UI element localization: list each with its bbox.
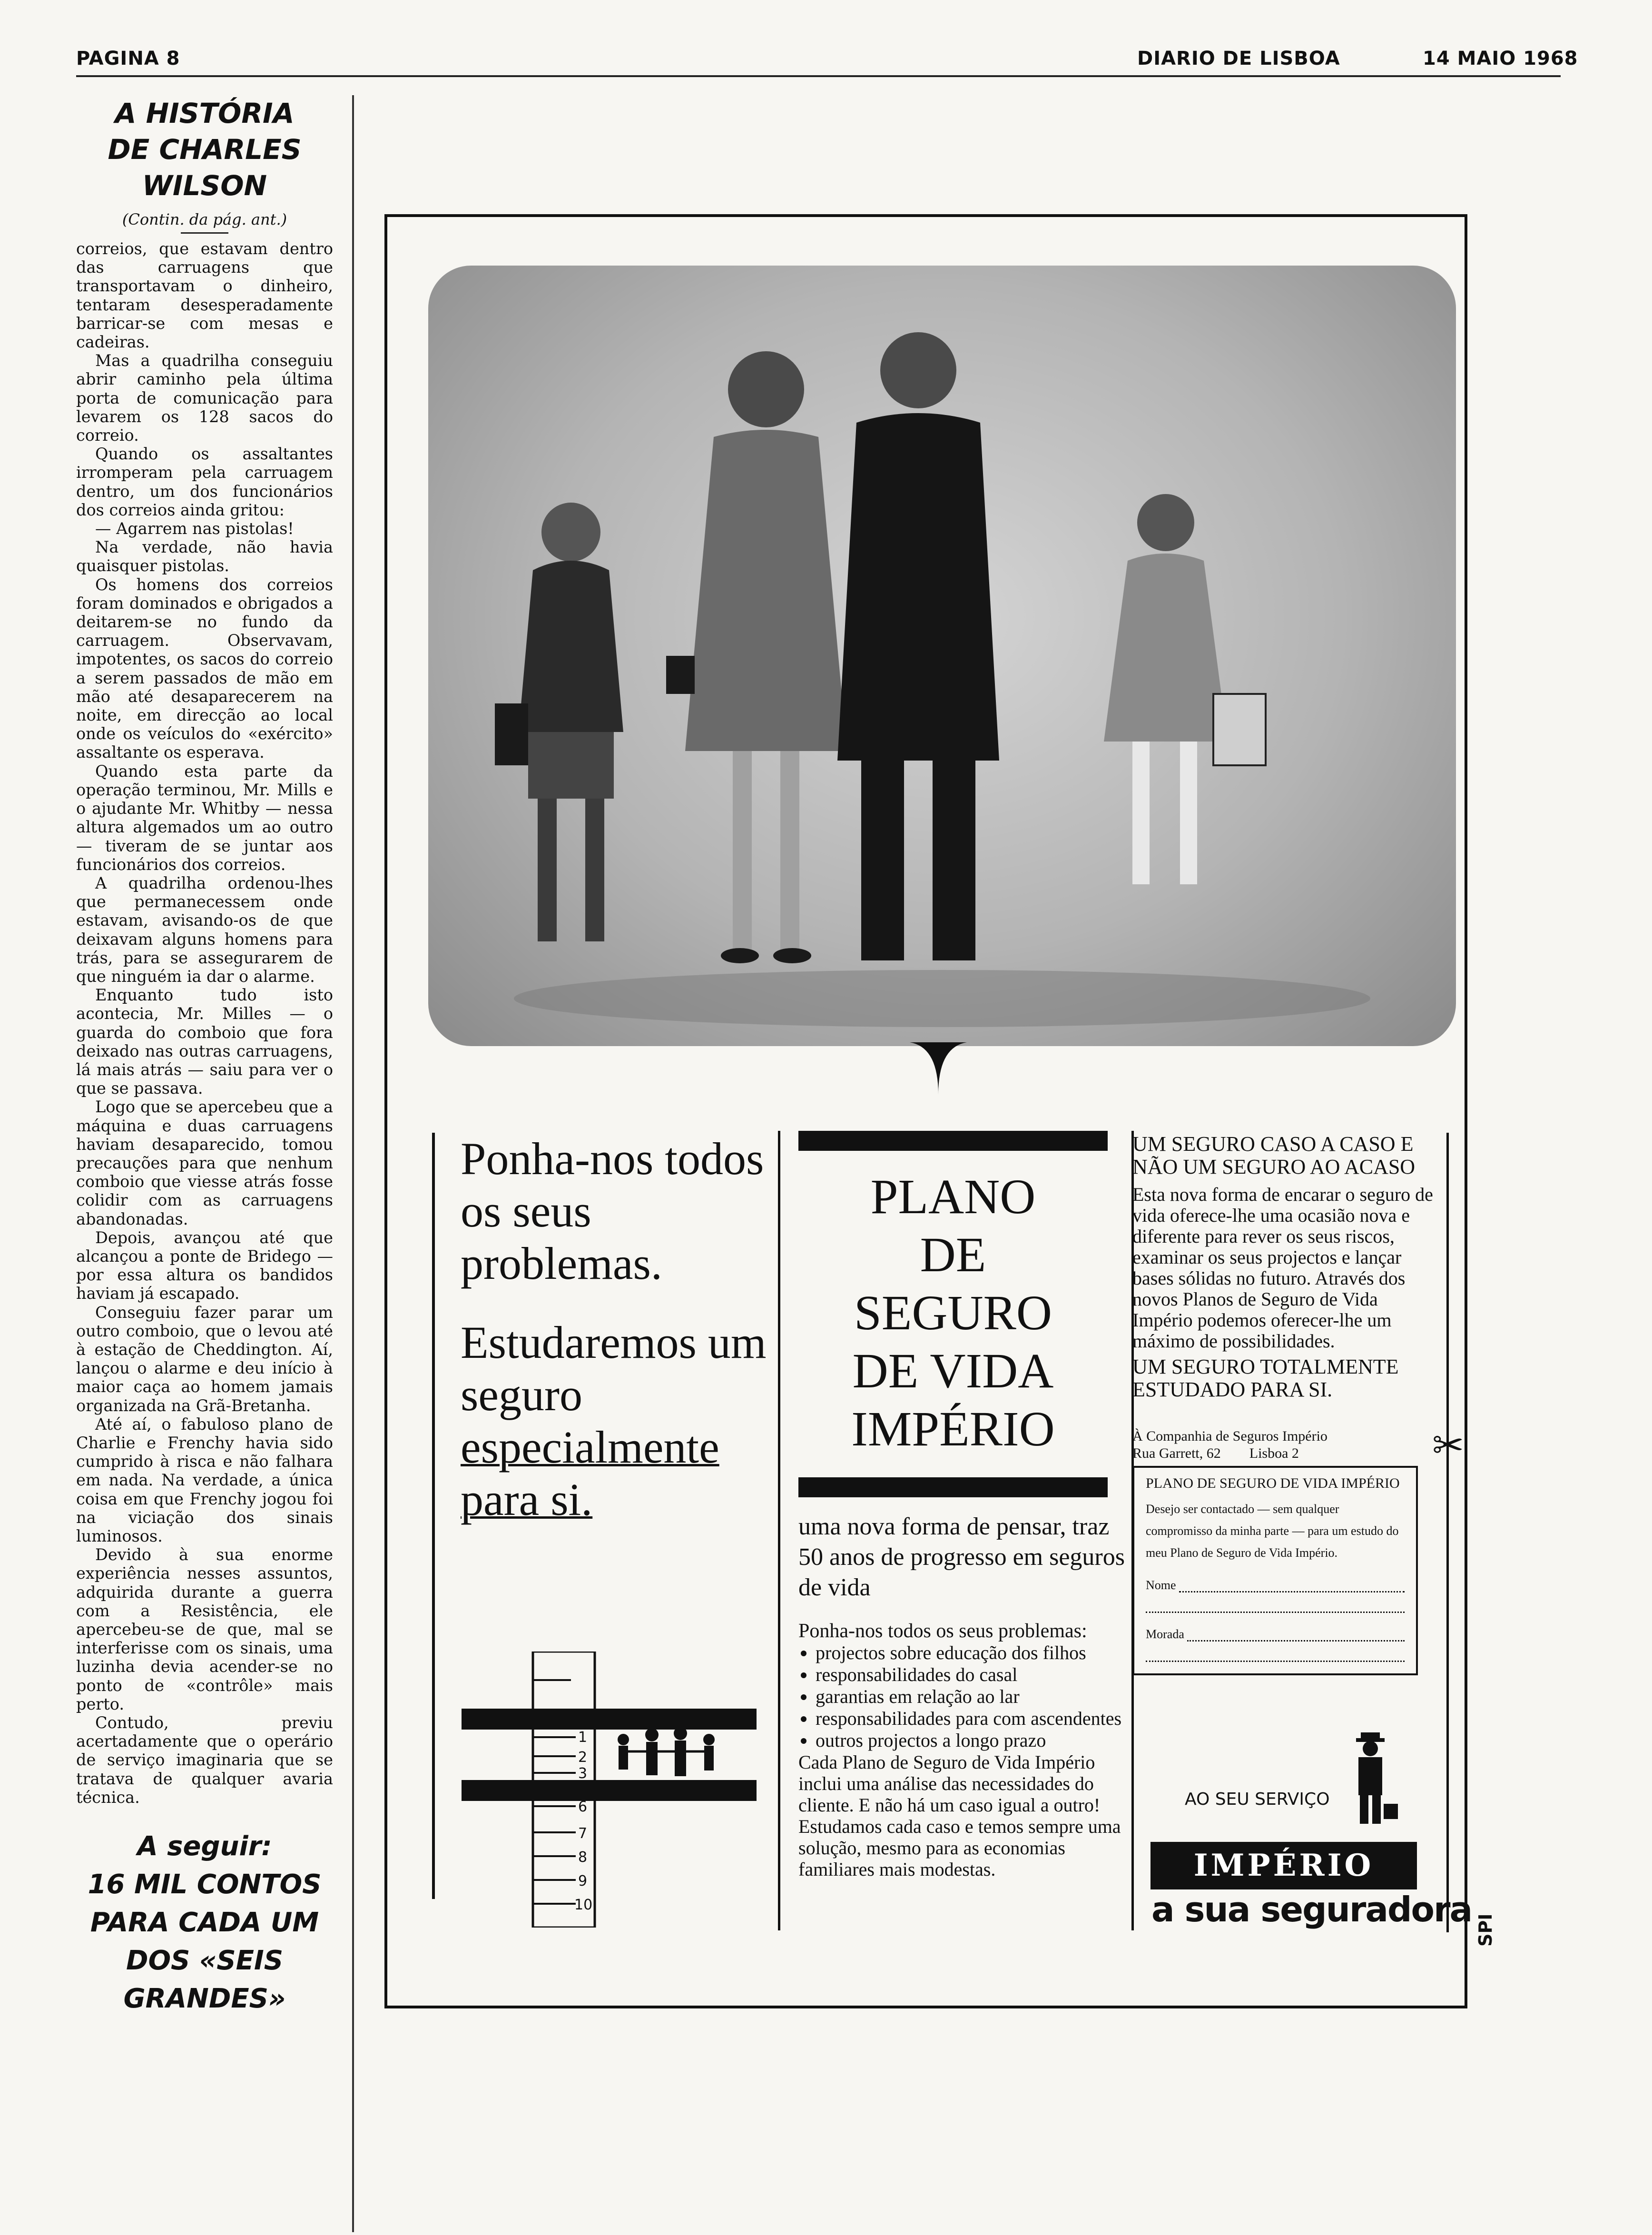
plan-title-line: PLANO — [870, 1169, 1036, 1224]
article-paragraph: A quadrilha ordenou-lhes que permanecessem onde estavam, avisando-os de que deixavam alguns homens para trás, para se assegurarem de que ninguém ia dar o alarme. — [76, 873, 333, 986]
next-episode-line: A seguir: — [137, 1831, 272, 1862]
article-paragraph: Mas a quadrilha conseguiu abrir caminho pela última porta de comunicação para levarem os 128 sacos do correio. — [76, 351, 333, 445]
ruler-number: 9 — [578, 1873, 588, 1889]
coupon-title: PLANO DE SEGURO DE VIDA IMPÉRIO — [1146, 1475, 1400, 1491]
ruler-number: 1 — [578, 1729, 588, 1746]
imperio-tagline: a sua seguradora — [1151, 1889, 1472, 1929]
article-title-line: DE CHARLES — [108, 133, 302, 166]
newspaper-name: DIARIO DE LISBOA — [1137, 48, 1340, 69]
info-heading: UM SEGURO CASO A CASO E NÃO UM SEGURO AO ACASO — [1132, 1132, 1416, 1178]
article-paragraph: Enquanto tudo isto acontecia, Mr. Milles — o guarda do comboio que fora deixado nas outras carruagens, lá mais atrás — saiu para ver o que se passava. — [76, 986, 333, 1098]
problems-list-item: • responsabilidades para com ascendentes — [816, 1708, 1131, 1730]
plan-title — [798, 1168, 1108, 1458]
article-body — [76, 239, 333, 1807]
issue-date: 14 MAIO 1968 — [1423, 48, 1578, 69]
family-photo — [428, 266, 1456, 1046]
article-continuation: (Contin. da pág. ant.) — [122, 210, 287, 228]
coupon-address-line: Rua Garrett, 62 Lisboa 2 — [1132, 1445, 1299, 1461]
problems-list-item: • outros projectos a longo prazo — [816, 1730, 1131, 1751]
article-paragraph: Depois, avançou até que alcançou a ponte de Bridego — por essa altura os bandidos haviam já escapado. — [76, 1228, 333, 1303]
article-paragraph: Quando esta parte da operação terminou, Mr. Mills e o ajudante Mr. Whitby — nessa altura algemados um ao outro — tiveram de se juntar aos funcionários dos correios. — [76, 761, 333, 874]
problems-list — [798, 1642, 1131, 1751]
ruler-number: 3 — [578, 1765, 588, 1782]
plan-column — [778, 1131, 1134, 1930]
next-episode — [76, 1828, 333, 2018]
header-rule — [76, 75, 1561, 77]
ruler-number: 6 — [578, 1799, 588, 1815]
article-paragraph: Na verdade, não havia quaisquer pistolas. — [76, 538, 333, 575]
plan-bar-top — [798, 1131, 1108, 1151]
headline-line-2a: Estudaremos um seguro — [461, 1317, 767, 1420]
coupon-address — [1132, 1428, 1437, 1462]
problems-list-item: • responsabilidades do casal — [816, 1664, 1131, 1686]
imperio-logo: IMPÉRIO — [1150, 1842, 1417, 1889]
article-paragraph: Até aí, o fabuloso plano de Charlie e Frenchy havia sido cumprido à risca e não falhara em nada. Na verdade, a única coisa em que Frenchy jogou foi na viciação dos sinais luminosos. — [76, 1414, 333, 1546]
article-title-line: WILSON — [142, 169, 267, 202]
planning-ruler-illustration — [462, 1652, 757, 1928]
article-rule — [181, 232, 228, 234]
article-paragraph: Conseguiu fazer parar um outro comboio, que o levou até à estação de Cheddington. Aí, lançou o alarme e deu início à maior caça ao homem jamais organizada na Grã-Bretanha. — [76, 1303, 333, 1415]
ad-headline — [461, 1133, 794, 1526]
headline-line-2 — [461, 1316, 794, 1526]
article-paragraph: Logo que se apercebeu que a máquina e duas carruagens haviam desaparecido, tomou precauções para que nenhum comboio que viesse atrás fosse colidir com as carruagens abandonadas. — [76, 1098, 333, 1228]
address-field[interactable] — [1146, 1627, 1405, 1642]
address-field-extra-line[interactable] — [1146, 1642, 1405, 1662]
article-paragraph: Devido à sua enorme experiência nesses assuntos, adquirida durante a guerra com a Resistência, ele apercebeu-se de que, mal se interferisse com os sinais, uma luzinha devia acender-se no ponto de «contrôle» mais perto. — [76, 1545, 333, 1713]
businessman-icon — [1347, 1732, 1399, 1828]
service-label: AO SEU SERVIÇO — [1185, 1790, 1330, 1809]
agency-credit: SPI — [1475, 1913, 1496, 1947]
coupon-address-line: À Companhia de Seguros Império — [1132, 1428, 1328, 1444]
article-title-line: A HISTÓRIA — [115, 97, 295, 129]
name-field[interactable] — [1146, 1578, 1405, 1592]
problems-list-item: • projectos sobre educação dos filhos — [816, 1642, 1131, 1664]
family-silhouettes — [428, 266, 1456, 1046]
page-number: PAGINA 8 — [76, 48, 180, 69]
article-paragraph: Os homens dos correios foram dominados e obrigados a deitarem-se no fundo da carruagem. Observavam, impotentes, os sacos do correio a serem passados de mão em mão até desaparecerem na noite, em direcção ao local onde os veículos do «exército» assaltante os esperava. — [76, 575, 333, 762]
article-column — [76, 95, 333, 2018]
article-paragraph: correios, que estavam dentro das carruagens que transportavam o dinheiro, tentaram desesperadamente barricar-se com mesas e cadeiras. — [76, 239, 333, 352]
plan-title-line: IMPÉRIO — [851, 1402, 1055, 1456]
info-body: Esta nova forma de encarar o seguro de vida oferece-lhe uma ocasião nova e diferente para rever os seus riscos, examinar os seus projectos e lançar bases sólidas no futuro. Através dos novos Planos de Seguro de Vida Império podemos oferecer-lhe um máximo de possibilidades. — [1132, 1184, 1433, 1352]
photo-pointer — [910, 1042, 967, 1095]
ruler-number: 2 — [578, 1749, 588, 1766]
article-title — [76, 95, 333, 204]
name-field-extra-line[interactable] — [1146, 1592, 1405, 1613]
ruler-number: 7 — [578, 1825, 588, 1842]
info-column — [1132, 1133, 1449, 1932]
plan-title-line: DE — [920, 1227, 986, 1282]
column-divider — [352, 95, 354, 2232]
coupon-form[interactable] — [1132, 1466, 1418, 1675]
headline-line-2b: especialmente para si. — [461, 1422, 719, 1525]
problems-intro: Ponha-nos todos os seus problemas: — [798, 1620, 1087, 1642]
name-field-line[interactable] — [1179, 1582, 1405, 1592]
scissors-icon: ✂ — [1432, 1423, 1465, 1467]
plan-bar-bottom — [798, 1477, 1108, 1497]
plan-subtitle: uma nova forma de pensar, traz 50 anos de progresso em seguros de vida — [798, 1513, 1125, 1601]
next-episode-line: GRANDES» — [123, 1983, 286, 2015]
ruler-number: 10 — [574, 1897, 593, 1913]
plan-body: Cada Plano de Seguro de Vida Império inclui uma análise das necessidades do cliente. E não há um caso igual a outro! Estudamos cada caso e temos sempre uma solução, mesmo para as economias familiares mais modestas. — [798, 1751, 1121, 1880]
address-field-label: Morada — [1146, 1627, 1184, 1641]
address-field-line[interactable] — [1187, 1631, 1405, 1642]
headline-line-1: Ponha-nos todos os seus problemas. — [461, 1133, 764, 1289]
problems-list-item: • garantias em relação ao lar — [816, 1686, 1131, 1708]
article-paragraph: Quando os assaltantes irromperam pela carruagem dentro, um dos funcionários dos correios ainda gritou: — [76, 445, 333, 519]
plan-title-line: SEGURO — [854, 1286, 1052, 1340]
next-episode-line: 16 MIL CONTOS — [88, 1869, 322, 1900]
next-episode-line: PARA CADA UM — [90, 1907, 319, 1938]
article-paragraph: — Agarrem nas pistolas! — [95, 519, 294, 538]
coupon-text: Desejo ser contactado — sem qualquer compromisso da minha parte — para um estudo do meu Plano de Seguro de Vida Império. — [1146, 1502, 1399, 1560]
ruler-number: 8 — [578, 1849, 588, 1866]
article-paragraph: Contudo, previu acertadamente que o operário de serviço imaginaria que se tratava de qualquer avaria técnica. — [76, 1713, 333, 1807]
info-closing: UM SEGURO TOTALMENTE ESTUDADO PARA SI. — [1132, 1355, 1399, 1401]
plan-title-line: DE VIDA — [852, 1344, 1054, 1398]
name-field-label: Nome — [1146, 1578, 1176, 1592]
next-episode-line: DOS «SEIS — [126, 1945, 284, 1977]
